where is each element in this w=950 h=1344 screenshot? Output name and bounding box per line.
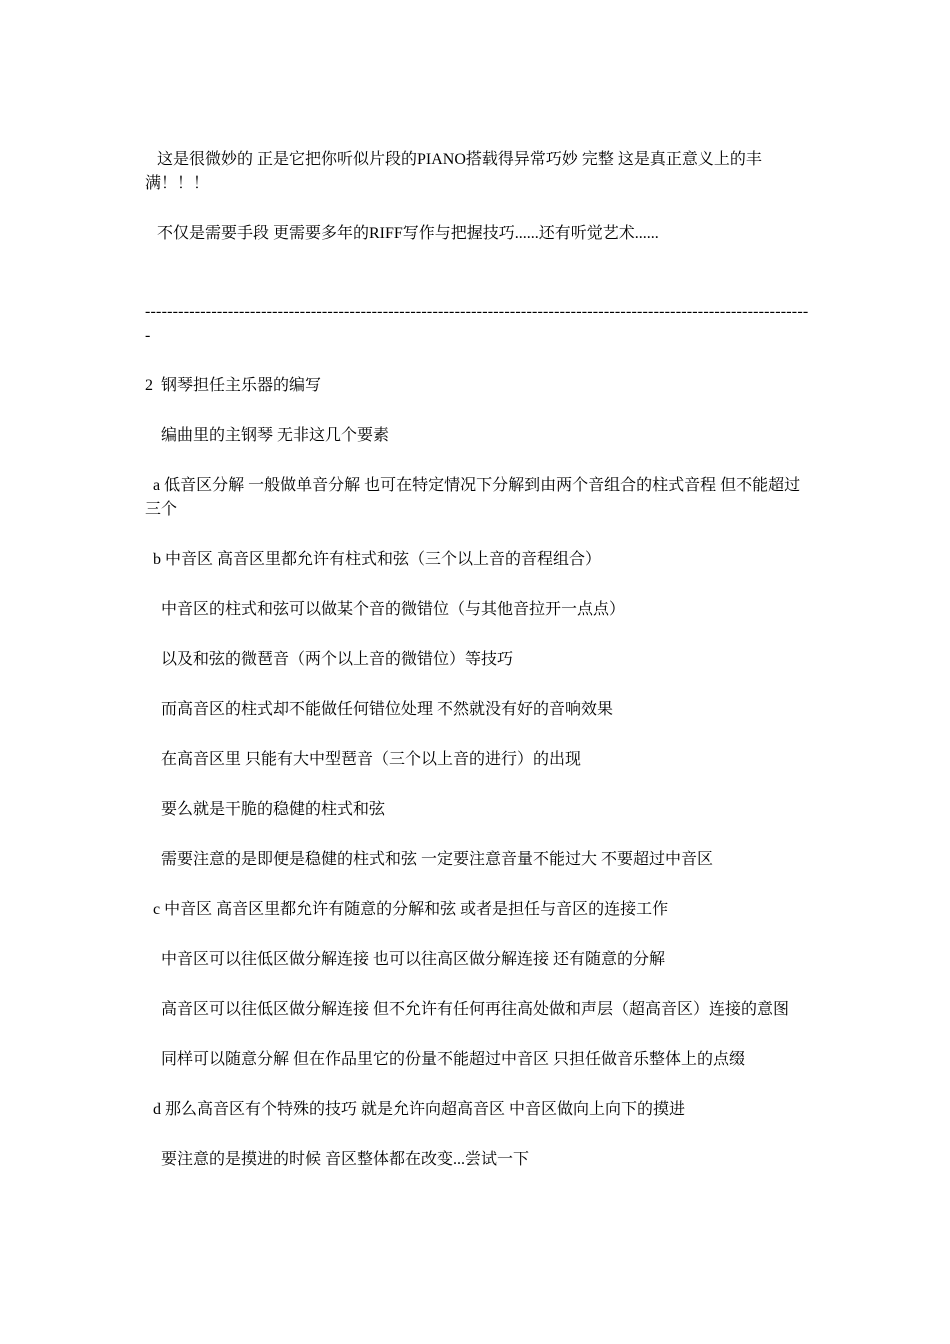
paragraph-riff-skill: 不仅是需要手段 更需要多年的RIFF写作与把握技巧......还有听觉艺术......	[145, 225, 659, 242]
paragraph-decoration: 同样可以随意分解 但在作品里它的份量不能超过中音区 只担任做音乐整体上的点缀	[145, 1051, 746, 1068]
section-heading: 2 钢琴担任主乐器的编写	[145, 377, 322, 394]
paragraph-micro-arpeggio: 以及和弦的微琶音（两个以上音的微错位）等技巧	[145, 651, 514, 668]
section-divider: -------------------------------------------------------------------------------------------------------------------------	[145, 303, 809, 344]
paragraph-try-it: 要注意的是摸进的时候 音区整体都在改变...尝试一下	[145, 1151, 530, 1168]
list-item-c: c 中音区 高音区里都允许有随意的分解和弦 或者是担任与音区的连接工作	[145, 901, 669, 918]
paragraph-high-chord: 而高音区的柱式却不能做任何错位处理 不然就没有好的音响效果	[145, 701, 614, 718]
paragraph-volume-note: 需要注意的是即便是稳健的柱式和弦 一定要注意音量不能过大 不要超过中音区	[145, 851, 714, 868]
list-item-d: d 那么高音区有个特殊的技巧 就是允许向超高音区 中音区做向上向下的摸进	[145, 1101, 686, 1118]
list-item-a: a 低音区分解 一般做单音分解 也可在特定情况下分解到由两个音组合的柱式音程 但不能超过三个	[145, 477, 801, 518]
document-body	[145, 148, 810, 1172]
paragraph-high-arpeggio: 在高音区里 只能有大中型琶音（三个以上音的进行）的出现	[145, 751, 582, 768]
paragraph-piano-intro: 这是很微妙的 正是它把你听似片段的PIANO搭载得异常巧妙 完整 这是真正意义上的丰满！！！	[145, 151, 762, 192]
paragraph-high-connect: 高音区可以往低区做分解连接 但不允许有任何再往高处做和声层（超高音区）连接的意图	[145, 1001, 790, 1018]
list-item-b: b 中音区 高音区里都允许有柱式和弦（三个以上音的音程组合）	[145, 551, 602, 568]
paragraph-steady-chord: 要么就是干脆的稳健的柱式和弦	[145, 801, 386, 818]
paragraph-mid-chord: 中音区的柱式和弦可以做某个音的微错位（与其他音拉开一点点）	[145, 601, 626, 618]
paragraph-mid-connect: 中音区可以往低区做分解连接 也可以往高区做分解连接 还有随意的分解	[145, 951, 666, 968]
paragraph-elements: 编曲里的主钢琴 无非这几个要素	[145, 427, 390, 444]
